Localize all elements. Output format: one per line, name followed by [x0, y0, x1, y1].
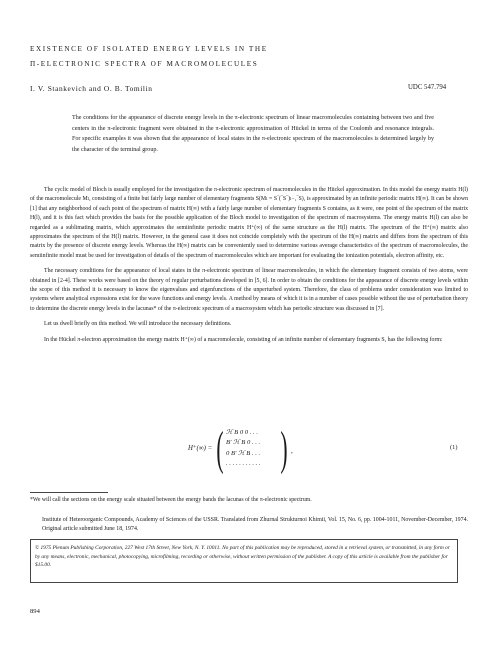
footnote-rule: [30, 492, 108, 493]
paragraph-4: In the Hückel π-electron approximation the energy matrix H⁺(∞) of a macromolecule, consisting of an infinite number of elementary fragments S, has the following form:: [44, 336, 443, 343]
equation-lhs: H⁺(∞) =: [188, 445, 213, 452]
abstract: The conditions for the appearance of discrete energy levels in the π-electronic spectrum of linear macromolecules containing between two and five centers in the π-electronic fragment were obtained in the π-electronic approximation of Hückel in terms of the Coulomb and resonance integrals. For specific examples it was shown that the appearance of local states in the π-electronic spectrum of the macromolecules is determined largely by the character of the terminal group.: [72, 115, 434, 153]
paragraph-3: Let us dwell briefly on this method. We will introduce the necessary definitions.: [44, 321, 232, 328]
equation-matrix: [188, 422, 298, 475]
matrix-row-3: 0 B′ ℋ B . . .: [226, 449, 261, 457]
authors: I. V. Stankevich and O. B. Tomilin: [30, 84, 153, 93]
right-paren-glyph: ): [280, 422, 288, 475]
article-title: [30, 42, 460, 72]
equation-number: (1): [450, 444, 458, 451]
title-line-1: EXISTENCE OF ISOLATED ENERGY LEVELS IN THE: [30, 45, 268, 53]
equation-comma: ,: [291, 447, 293, 455]
paragraph-1: The cyclic model of Bloch is usually employed for the investigation the π-electronic spectrum of macromolecules in the Hückel approximation. In this model the energy matrix H(l) of the macromolecule Mₗ, consisting of a finite but fairly large number of elementary fragments S(Mₗ = S‾(‾S‾)ₗ₋₁‾S), is approximated by an infinite periodic matrix H(∞). It can be shown [1] that any neighborhood of each point of the spectrum of matrix H(∞) with a fairly large number of elementary fragments S contains, as it were, one point of the spectrum of the matrix H(l), and it is this fact which provides the basis for the possible application of the Bloch model to investigation of the spectrum of macrosystems. The energy matrix H(l) can also be regarded as a sublimating matrix, which approximates the semiinfinite periodic matrix H⁺(∞) of the same structure as the H(l) matrix. The spectrum of the H⁺(∞) matrix also approximates the spectrum of the H(l) matrix. However, in the general case it does not coincide completely with the spectrum of the H(∞) matrix and differs from the spectrum of this matrix by the presence of discrete energy levels. Whereas the H(∞) matrix can be conveniently used to determine various average characteristics of the spectrum of macromolecules, the semiinfinite model must be used for investigation of details of the spectrum of macromolecules which are important for evaluating the ionization potentials, electron affinity, etc.: [30, 187, 468, 259]
paragraph-2: The necessary conditions for the appearance of local states in the π-electronic spectrum of linear macromolecules, in which the elementary fragment consists of two atoms, were obtained in [2-4]. These works were based on the theory of regular perturbations developed in [5, 6]. In order to obtain the conditions for the appearance of discrete energy levels within the scope of this method it is necessary to know the eigenvalues and eigenfunctions of the unperturbed system. Therefore, the class of problems under consideration was limited to systems where analytical expressions exist for the wave functions and energy levels. A method by means of which it is in a number of cases possible without the use of perturbation theory to determine the discrete energy levels in the lacunas* of the π-electronic spectrum of a macrosystem which has periodic structure was discussed in [7].: [30, 268, 468, 312]
matrix-row-2: B′ ℋ B 0 . . .: [226, 439, 261, 447]
source-note: Institute of Heteroorganic Compounds, Academy of Sciences of the USSR. Translated from Zhurnal Strukturnoi Khimii, Vol. 15, No. 6, pp. 1004-1011, November-December, 1974. Original article submitted June 18, 1974.: [42, 517, 468, 533]
matrix-row-1: ℋ B 0 0 . . .: [226, 429, 258, 436]
footnote: *We will call the sections on the energy scale situated between the energy bands the lacunas of the π-electronic spectrum.: [30, 497, 312, 503]
matrix-rows: [226, 428, 261, 470]
copyright-box: © 1975 Plenum Publishing Corporation, 227 West 17th Street, New York, N. Y. 10011. No part of this publication may be reproduced, stored in a retrieval system, or transmitted, in any form or by any means, electronic, mechanical, photocopying, microfilming, recording or otherwise, without written permission of the publisher. A copy of this article is available from the publisher for $15.00.: [30, 539, 458, 583]
left-paren-glyph: (: [216, 422, 224, 475]
page-number: 894: [30, 608, 40, 615]
matrix-row-4: . . . . . . . . . . .: [226, 460, 261, 468]
body-text: [30, 186, 468, 351]
title-line-2: Π-ELECTRONIC SPECTRA OF MACROMOLECULES: [30, 60, 259, 68]
udc-code: UDC 547.794: [408, 84, 447, 91]
